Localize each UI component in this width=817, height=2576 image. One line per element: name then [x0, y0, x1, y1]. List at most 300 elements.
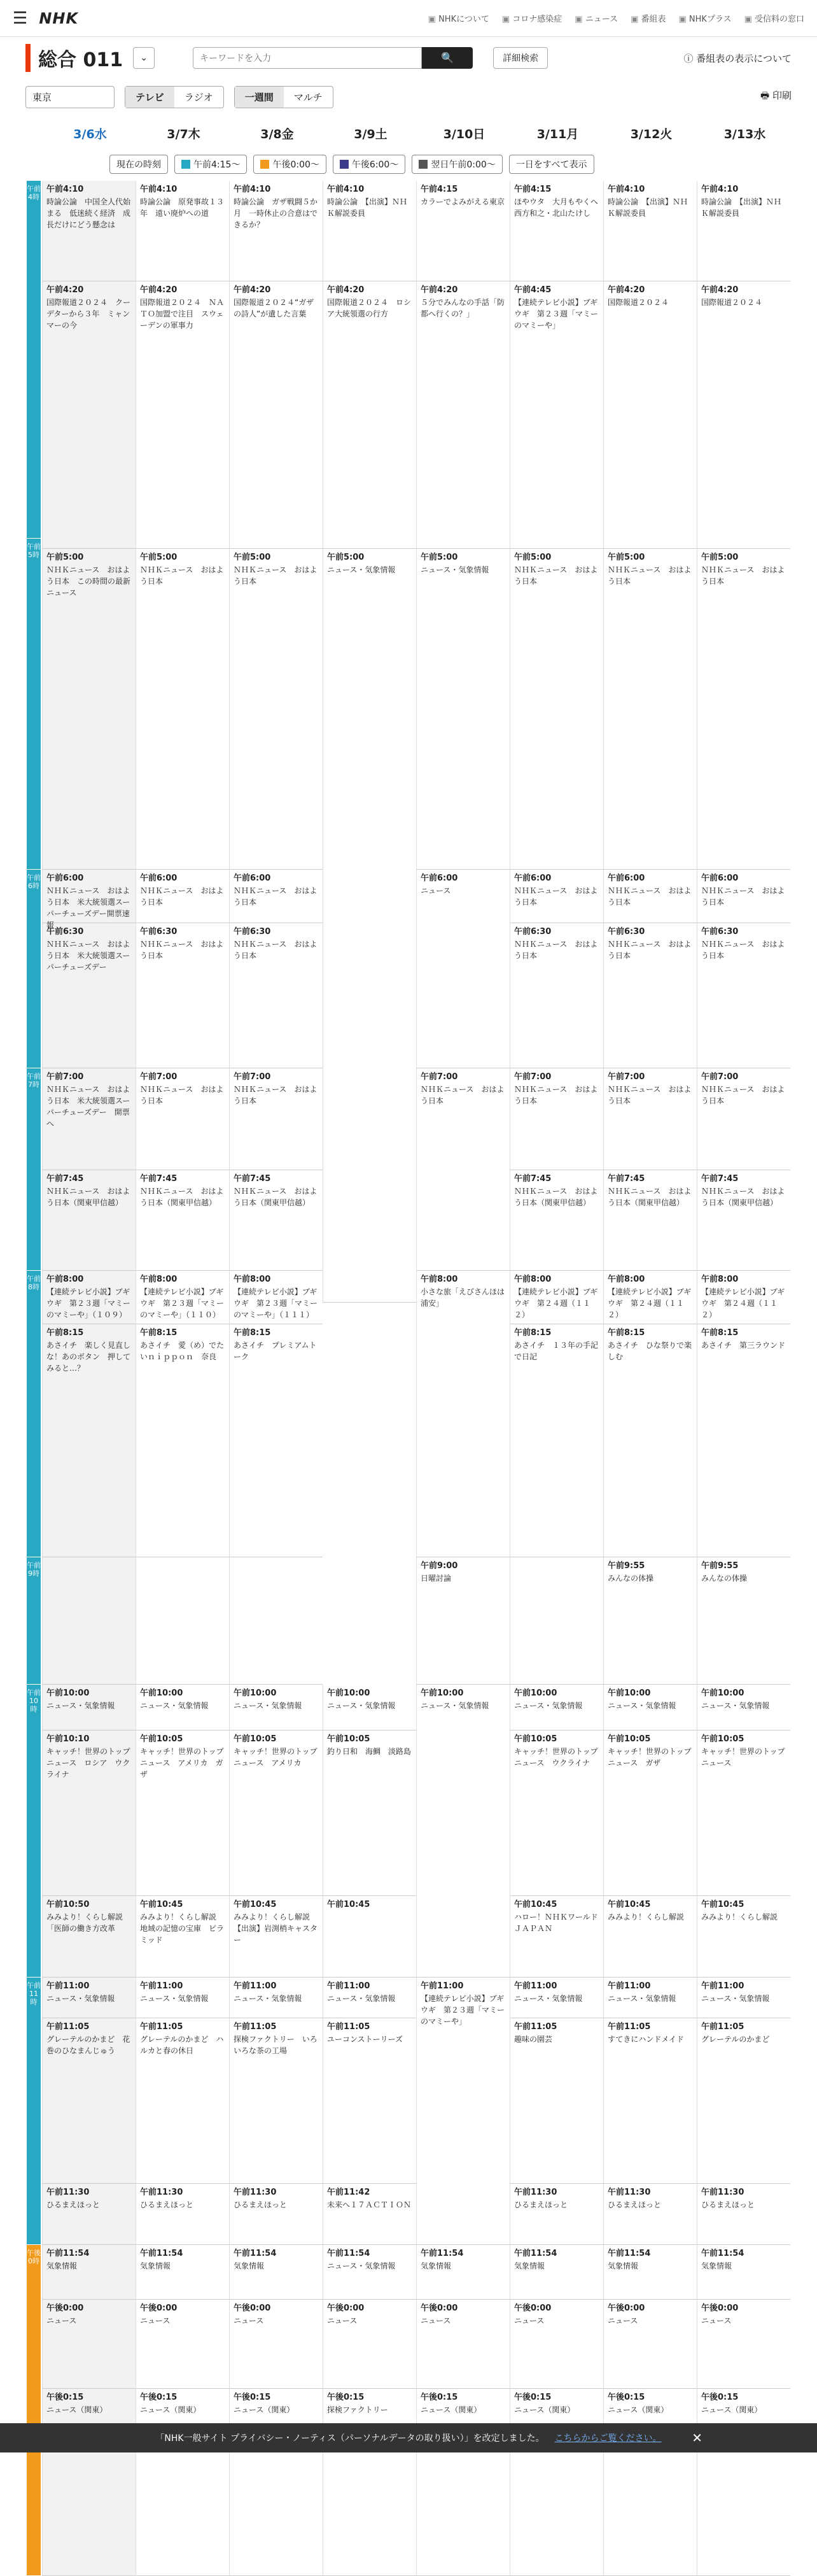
day-column: [42, 181, 136, 2576]
tab-radio[interactable]: ラジオ: [184, 91, 213, 103]
program-title: ニュース（関東）: [421, 2405, 482, 2414]
program-time: 午前8:00: [421, 1275, 458, 1284]
program-title: ＮＨＫニュース おはよう日本: [701, 1084, 785, 1105]
program-cell[interactable]: [136, 1730, 229, 1896]
program-cell[interactable]: [229, 281, 323, 549]
program-title: ＮＨＫニュース おはよう日本: [234, 939, 318, 960]
program-time: 午前7:00: [46, 1072, 84, 1082]
hour-label: 午前4時: [27, 181, 41, 539]
program-cell[interactable]: [136, 1557, 229, 1685]
program-cell[interactable]: [603, 1068, 697, 1170]
program-cell[interactable]: [42, 1896, 136, 1978]
program-time: 午前10:45: [234, 1900, 277, 1909]
program-cell[interactable]: [697, 2389, 790, 2576]
tab-week[interactable]: 一週間: [235, 87, 284, 108]
program-time: 午前7:45: [234, 1174, 271, 1184]
program-cell[interactable]: [697, 2245, 790, 2300]
program-cell[interactable]: [603, 2300, 697, 2389]
program-title: ＮＨＫニュース おはよう日本: [514, 1084, 598, 1105]
program-cell[interactable]: [697, 2184, 790, 2245]
program-title: あさイチ 愛（め）でたいｎｉｐｐｏｎ 奈良: [140, 1340, 225, 1361]
program-time: 午前11:30: [701, 2188, 744, 2197]
date-tab[interactable]: 3/13水: [723, 127, 766, 141]
program-cell[interactable]: [42, 2300, 136, 2389]
date-tab[interactable]: 3/6水: [73, 127, 107, 141]
program-cell[interactable]: [510, 1978, 603, 2018]
program-time: 午後0:15: [701, 2393, 739, 2402]
program-cell[interactable]: [136, 2389, 229, 2576]
program-time: 午後0:15: [234, 2393, 271, 2402]
program-cell[interactable]: [136, 1896, 229, 1978]
program-time: 午前10:00: [701, 1688, 744, 1698]
program-cell[interactable]: [603, 281, 697, 549]
program-time: 午前6:00: [701, 874, 739, 883]
program-time: 午前4:15: [421, 185, 458, 194]
program-title: ＮＨＫニュース おはよう日本 米大統領選スーパーチューズデー 開票へ: [46, 1084, 130, 1128]
region-select[interactable]: 東京: [25, 86, 115, 108]
program-title: ニュース・気象情報: [327, 565, 396, 574]
program-cell[interactable]: [136, 181, 229, 281]
program-title: ニュース（関東）: [234, 2405, 295, 2414]
search-box: [193, 47, 473, 69]
program-cell[interactable]: [136, 2300, 229, 2389]
date-tab[interactable]: 3/8金: [260, 127, 294, 141]
top-link[interactable]: ▣ 受信料の窓口: [744, 12, 804, 24]
program-cell[interactable]: [136, 1324, 229, 1557]
program-cell[interactable]: [42, 1068, 136, 1170]
tab-multi[interactable]: マルチ: [293, 91, 323, 103]
program-cell[interactable]: [42, 2018, 136, 2184]
program-cell[interactable]: [323, 2018, 416, 2184]
program-cell[interactable]: [510, 181, 603, 281]
program-cell[interactable]: [416, 870, 510, 1068]
program-title: ニュース: [701, 2316, 732, 2325]
program-cell[interactable]: [42, 1271, 136, 1324]
program-cell[interactable]: [510, 870, 603, 923]
program-cell[interactable]: [510, 923, 603, 1068]
program-title: みみより！くらし解説: [701, 1912, 778, 1921]
program-title: 国際報道２０２４: [608, 297, 669, 307]
program-title: 気象情報: [514, 2261, 545, 2270]
program-cell[interactable]: [603, 2184, 697, 2245]
program-cell[interactable]: [229, 181, 323, 281]
print-label: 印刷: [772, 90, 792, 101]
hour-label: 午前8時: [27, 1271, 41, 1557]
program-title: ひるまえほっと: [140, 2200, 194, 2209]
program-title: 探検ファクトリー いろいろな茶の工場: [234, 2034, 318, 2055]
hour-label: 午前5時: [27, 539, 41, 870]
program-cell[interactable]: [416, 549, 510, 870]
program-cell[interactable]: [323, 181, 416, 281]
top-link[interactable]: ▣ NHKプラス: [679, 12, 732, 24]
program-cell[interactable]: [229, 2389, 323, 2576]
program-cell[interactable]: [229, 1978, 323, 2018]
program-time: 午前6:00: [140, 874, 178, 883]
program-time: 午後0:00: [421, 2304, 458, 2313]
program-cell[interactable]: [603, 1271, 697, 1324]
hour-label: 午前11時: [27, 1978, 41, 2245]
program-cell[interactable]: [229, 2245, 323, 2300]
program-title: ＮＨＫニュース おはよう日本（関東甲信越）: [234, 1186, 318, 1207]
time-jump-button[interactable]: [174, 155, 247, 174]
program-cell[interactable]: [416, 2300, 510, 2389]
program-cell[interactable]: [42, 181, 136, 281]
program-title: あさイチ 楽しく見直しな！あのボタン 押してみると…？: [46, 1340, 131, 1373]
program-cell[interactable]: [603, 1557, 697, 1685]
program-cell[interactable]: [323, 2300, 416, 2389]
program-cell[interactable]: [42, 1730, 136, 1896]
program-cell[interactable]: [229, 2300, 323, 2389]
date-tab[interactable]: 3/9土: [354, 127, 388, 141]
program-cell[interactable]: [136, 870, 229, 923]
date-tab[interactable]: 3/12火: [630, 127, 673, 141]
program-title: 時論公論 【出演】ＮＨＫ解説委員: [608, 197, 688, 218]
program-cell[interactable]: [136, 1978, 229, 2018]
program-time: 午前10:00: [421, 1688, 464, 1698]
program-cell[interactable]: [510, 1685, 603, 1730]
program-cell[interactable]: [603, 923, 697, 1068]
program-title: 釣り日和 海鯛 淡路島: [327, 1746, 412, 1756]
program-time: 午前11:54: [514, 2249, 557, 2258]
program-title: あさイチ 第三ラウンド: [701, 1340, 786, 1350]
program-time: 午前10:45: [514, 1900, 557, 1909]
program-title: ニュース: [234, 2316, 264, 2325]
cookie-banner: [0, 2423, 817, 2452]
program-cell[interactable]: [603, 2389, 697, 2576]
program-title: ニュース・気象情報: [608, 1701, 676, 1710]
program-cell[interactable]: [603, 1685, 697, 1730]
date-tab[interactable]: 3/7木: [167, 127, 200, 141]
logo[interactable]: NHK: [39, 9, 79, 27]
program-cell[interactable]: [42, 1685, 136, 1730]
program-title: ひるまえほっと: [608, 2200, 662, 2209]
program-cell[interactable]: [697, 1730, 790, 1896]
program-cell[interactable]: [510, 2245, 603, 2300]
date-tab[interactable]: 3/11月: [536, 127, 579, 141]
program-cell[interactable]: [42, 549, 136, 870]
program-title: 趣味の園芸: [514, 2034, 553, 2044]
program-cell[interactable]: [697, 1978, 790, 2018]
program-cell[interactable]: [510, 1730, 603, 1896]
program-cell[interactable]: [136, 549, 229, 870]
program-cell[interactable]: [416, 1685, 510, 1978]
program-time: 午前11:00: [234, 1981, 277, 1991]
program-cell[interactable]: [42, 923, 136, 1068]
program-cell[interactable]: [136, 2018, 229, 2184]
program-cell[interactable]: [136, 2184, 229, 2245]
print-button[interactable]: [760, 88, 792, 105]
program-cell[interactable]: [697, 2300, 790, 2389]
program-time: 午前4:20: [46, 285, 84, 295]
program-cell[interactable]: [697, 2018, 790, 2184]
program-cell[interactable]: [416, 1271, 510, 1557]
program-time: 午前7:00: [421, 1072, 458, 1082]
program-time: 午後0:15: [421, 2393, 458, 2402]
program-time: 午前6:00: [514, 874, 552, 883]
program-cell[interactable]: [323, 549, 416, 1303]
program-cell[interactable]: [229, 1730, 323, 1896]
program-cell[interactable]: [136, 1271, 229, 1324]
program-time: 午前8:15: [234, 1328, 271, 1338]
program-cell[interactable]: [229, 1324, 323, 1557]
program-cell[interactable]: [603, 549, 697, 870]
program-cell[interactable]: [323, 2389, 416, 2576]
program-title: みみより！くらし解説 【出演】岩渕梢キャスター: [234, 1912, 318, 1944]
tab-tv[interactable]: テレビ: [125, 87, 174, 108]
time-jump-button[interactable]: [109, 155, 168, 174]
search-input[interactable]: [193, 47, 422, 69]
hour-label: 午前9時: [27, 1557, 41, 1685]
program-cell[interactable]: [229, 1557, 323, 1685]
program-title: 国際報道２０２４: [701, 297, 763, 307]
top-link[interactable]: ▣ ニュース: [575, 12, 618, 24]
program-time: 午後0:15: [514, 2393, 552, 2402]
program-cell[interactable]: [136, 281, 229, 549]
program-title: ＮＨＫニュース おはよう日本 この時間の最新ニュース: [46, 565, 131, 597]
program-title: ニュース（関東）: [514, 2405, 575, 2414]
program-cell[interactable]: [510, 2389, 603, 2576]
program-title: ニュース: [514, 2316, 545, 2325]
program-cell[interactable]: [697, 1685, 790, 1730]
program-title: ＮＨＫニュース おはよう日本: [140, 565, 224, 586]
program-title: ＮＨＫニュース おはよう日本: [140, 939, 224, 960]
program-time: 午前8:15: [701, 1328, 739, 1338]
program-cell[interactable]: [603, 2245, 697, 2300]
program-cell[interactable]: [229, 870, 323, 923]
program-cell[interactable]: [229, 2018, 323, 2184]
program-cell[interactable]: [136, 1685, 229, 1730]
program-time: 午前11:42: [327, 2188, 370, 2197]
program-cell[interactable]: [229, 1685, 323, 1730]
program-time: 午後0:00: [701, 2304, 739, 2313]
program-cell[interactable]: [323, 281, 416, 549]
time-jump-button[interactable]: [253, 155, 326, 174]
program-time: 午前11:05: [140, 2022, 183, 2032]
program-cell[interactable]: [603, 1896, 697, 1978]
program-title: 国際報道２０２４ ＮＡＴＯ加盟で注目 スウェーデンの軍事力: [140, 297, 225, 330]
program-title: ニュース・気象情報: [421, 565, 489, 574]
program-cell[interactable]: [42, 1170, 136, 1271]
program-time: 午後0:00: [234, 2304, 271, 2313]
program-cell[interactable]: [323, 2184, 416, 2245]
program-title: キャッチ！世界のトップニュース アメリカ: [234, 1746, 318, 1767]
program-cell[interactable]: [697, 181, 790, 281]
program-time: 午前7:45: [701, 1174, 739, 1184]
program-time: 午後0:00: [46, 2304, 84, 2313]
program-cell[interactable]: [42, 2245, 136, 2300]
program-cell[interactable]: [229, 1896, 323, 1978]
program-cell[interactable]: [510, 1896, 603, 1978]
time-jump-bar: [0, 152, 817, 177]
program-time: 午前10:45: [608, 1900, 651, 1909]
program-cell[interactable]: [416, 1068, 510, 1271]
program-title: ５分でみんなの手話「防都へ行くの？」: [421, 297, 505, 318]
program-cell[interactable]: [229, 2184, 323, 2245]
program-cell[interactable]: [323, 1685, 416, 1730]
top-link[interactable]: ▣ 番組表: [631, 12, 666, 24]
program-cell[interactable]: [416, 2389, 510, 2576]
program-cell[interactable]: [136, 2245, 229, 2300]
program-title: 【連続テレビ小説】ブギウギ 第２３週「マミーのマミーや」（１０９）: [46, 1287, 131, 1319]
program-time: 午前10:00: [514, 1688, 557, 1698]
program-cell[interactable]: [416, 181, 510, 281]
program-cell[interactable]: [229, 549, 323, 870]
time-jump-button[interactable]: [412, 155, 502, 174]
program-cell[interactable]: [510, 2184, 603, 2245]
program-cell[interactable]: [323, 2245, 416, 2300]
program-cell[interactable]: [697, 1324, 790, 1557]
color-swatch-icon: [181, 160, 190, 169]
program-time: 午前7:00: [140, 1072, 178, 1082]
program-cell[interactable]: [229, 1271, 323, 1324]
program-cell[interactable]: [603, 870, 697, 923]
chevron-down-icon[interactable]: ⌄: [133, 47, 155, 69]
program-cell[interactable]: [697, 549, 790, 870]
program-time: 午前11:05: [46, 2022, 90, 2032]
program-cell[interactable]: [603, 1324, 697, 1557]
program-title: ニュース・気象情報: [701, 1701, 770, 1710]
program-title: ＮＨＫニュース おはよう日本: [608, 1084, 692, 1105]
program-time: 午前4:20: [608, 285, 645, 295]
program-time: 午前8:00: [701, 1275, 739, 1284]
color-swatch-icon: [260, 160, 269, 169]
program-cell[interactable]: [603, 1978, 697, 2018]
program-time: 午前11:30: [514, 2188, 557, 2197]
program-title: ニュース・気象情報: [46, 1701, 115, 1710]
time-jump-button[interactable]: [509, 155, 594, 174]
legend-link[interactable]: [684, 52, 792, 65]
program-time: 午前6:30: [514, 927, 552, 937]
program-title: ＮＨＫニュース おはよう日本: [140, 886, 224, 907]
program-cell[interactable]: [510, 2300, 603, 2389]
program-time: 午前11:00: [327, 1981, 370, 1991]
program-time: 午前10:45: [701, 1900, 744, 1909]
program-cell[interactable]: [416, 281, 510, 549]
search-icon[interactable]: 🔍: [422, 47, 473, 69]
program-cell[interactable]: [510, 281, 603, 549]
program-cell[interactable]: [42, 2184, 136, 2245]
program-time: 午前11:00: [514, 1981, 557, 1991]
program-time: 午前10:00: [608, 1688, 651, 1698]
program-title: ニュース: [421, 2316, 451, 2325]
program-cell[interactable]: [136, 1068, 229, 1170]
program-cell[interactable]: [510, 2018, 603, 2184]
program-time: 午前8:00: [140, 1275, 178, 1284]
program-cell[interactable]: [416, 1978, 510, 2245]
program-time: 午前8:15: [514, 1328, 552, 1338]
program-cell[interactable]: [323, 1978, 416, 2018]
program-cell[interactable]: [697, 1557, 790, 1685]
program-cell[interactable]: [416, 2245, 510, 2300]
program-title: みみより！くらし解説 地域の記憶の宝庫 ピラミッド: [140, 1912, 225, 1944]
day-column: [416, 181, 510, 2576]
program-cell[interactable]: [510, 549, 603, 870]
program-title: 時論公論 中国全人代始まる 低迷続く経済 成長だけにどう懸念は: [46, 197, 131, 229]
top-link[interactable]: ▣ NHKについて: [428, 12, 489, 24]
program-time: 午前4:15: [514, 185, 552, 194]
program-title: ＮＨＫニュース おはよう日本: [608, 565, 692, 586]
program-cell[interactable]: [510, 1324, 603, 1557]
program-cell[interactable]: [697, 870, 790, 923]
hour-label: 午前7時: [27, 1068, 41, 1271]
program-title: ひるまえほっと: [701, 2200, 755, 2209]
program-cell[interactable]: [42, 1978, 136, 2018]
program-time: 午前10:10: [46, 1734, 90, 1744]
day-column: [697, 181, 790, 2576]
program-cell[interactable]: [510, 1170, 603, 1271]
program-cell[interactable]: [603, 1730, 697, 1896]
program-title: ニュース・気象情報: [140, 1993, 209, 2003]
program-cell[interactable]: [697, 1068, 790, 1170]
program-cell[interactable]: [229, 1068, 323, 1170]
menu-icon[interactable]: ☰: [13, 8, 28, 28]
program-title: ハロー！ＮＨＫワールドＪＡＰＡＮ: [514, 1912, 598, 1933]
program-time: 午前8:00: [234, 1275, 271, 1284]
program-cell[interactable]: [42, 2389, 136, 2576]
program-title: グレーテルのかまど ハルカと春の休日: [140, 2034, 224, 2055]
program-time: 午前7:00: [701, 1072, 739, 1082]
channel-title: 総合 011: [25, 44, 123, 72]
program-cell[interactable]: [136, 923, 229, 1068]
program-cell[interactable]: [42, 870, 136, 930]
program-title: ニュース・気象情報: [514, 1701, 583, 1710]
program-cell[interactable]: [136, 1170, 229, 1271]
program-cell[interactable]: [323, 1730, 416, 1896]
program-cell[interactable]: [697, 1896, 790, 1978]
program-cell[interactable]: [603, 2018, 697, 2184]
day-column: [323, 181, 416, 2576]
program-cell[interactable]: [323, 1896, 416, 1978]
program-time: 午前11:00: [608, 1981, 651, 1991]
time-jump-button[interactable]: [333, 155, 405, 174]
program-title: ＮＨＫニュース おはよう日本: [701, 939, 785, 960]
program-time: 午前10:05: [608, 1734, 651, 1744]
close-icon[interactable]: ✕: [692, 2430, 702, 2445]
program-cell[interactable]: [697, 281, 790, 549]
program-title: カラーでよみがえる東京: [421, 197, 505, 206]
program-cell[interactable]: [229, 923, 323, 1068]
program-time: 午前11:30: [608, 2188, 651, 2197]
program-cell[interactable]: [697, 1170, 790, 1271]
program-title: ニュース: [46, 2316, 77, 2325]
program-cell[interactable]: [42, 1324, 136, 1557]
date-tab[interactable]: 3/10日: [443, 127, 485, 141]
program-title: 時論公論 ガザ戦闘５か月 一時休止の合意はできるか？: [234, 197, 318, 229]
detail-search-button[interactable]: 詳細検索: [493, 47, 548, 69]
cookie-link[interactable]: こちらからご覧ください。: [554, 2433, 662, 2444]
program-cell[interactable]: [229, 1170, 323, 1271]
program-cell[interactable]: [697, 1271, 790, 1324]
program-title: ＮＨＫニュース おはよう日本（関東甲信越）: [46, 1186, 130, 1207]
program-time: 午前10:45: [140, 1900, 183, 1909]
program-time: 午前11:00: [421, 1981, 464, 1991]
program-cell[interactable]: [603, 181, 697, 281]
day-column: [603, 181, 697, 2576]
program-title: 小さな旅「えびさんほは浦安」: [421, 1287, 505, 1308]
program-cell[interactable]: [42, 281, 136, 549]
program-cell[interactable]: [510, 1557, 603, 1685]
program-cell[interactable]: [42, 1557, 136, 1685]
program-cell[interactable]: [416, 1557, 510, 1685]
program-cell[interactable]: [603, 1170, 697, 1271]
program-time: 午前4:45: [514, 285, 552, 295]
top-link[interactable]: ▣ コロナ感染症: [502, 12, 562, 24]
program-cell[interactable]: [510, 1271, 603, 1324]
program-cell[interactable]: [510, 1068, 603, 1170]
program-cell[interactable]: [697, 923, 790, 1068]
program-time: 午前7:45: [608, 1174, 645, 1184]
program-time: 午前10:05: [140, 1734, 183, 1744]
